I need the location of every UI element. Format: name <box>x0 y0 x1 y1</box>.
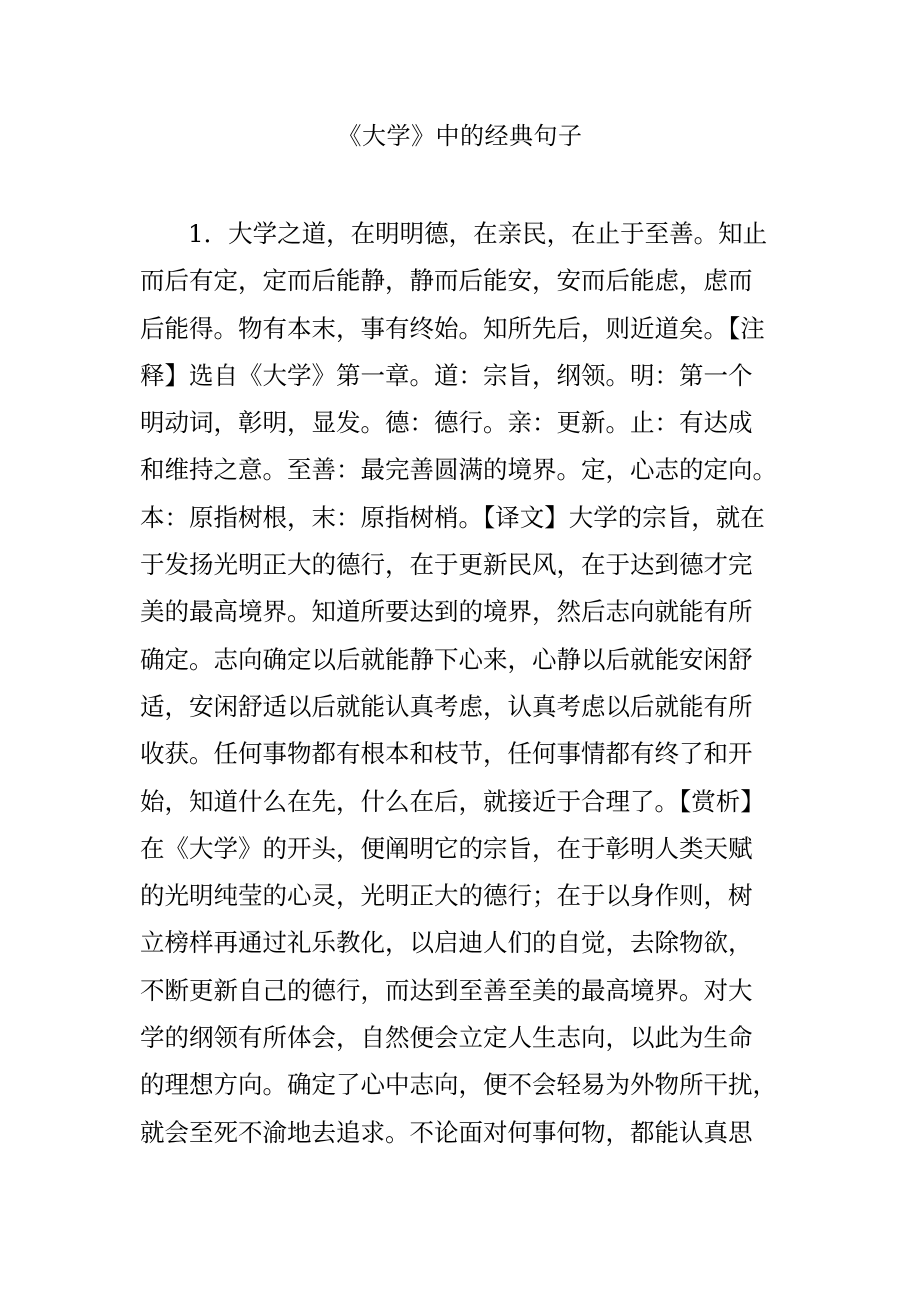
body-line: 后能得。物有本末，事有终始。知所先后，则近道矣。【注 <box>140 313 765 343</box>
body-line: 的光明纯莹的心灵，光明正大的德行；在于以身作则，树 <box>140 881 753 911</box>
body-line: 于发扬光明正大的德行，在于更新民风，在于达到德才完 <box>140 550 753 580</box>
body-line: 不断更新自己的德行，而达到至善至美的最高境界。对大 <box>140 975 753 1005</box>
body-line: 和维持之意。至善：最完善圆满的境界。定，心志的定向。 <box>140 455 777 485</box>
body-line: 而后有定，定而后能静，静而后能安，安而后能虑，虑而 <box>140 266 753 296</box>
body-line: 明动词，彰明，显发。德：德行。亲：更新。止：有达成 <box>140 408 753 438</box>
body-line: 的理想方向。确定了心中志向，便不会轻易为外物所干扰， <box>140 1070 777 1100</box>
body-line: 释】选自《大学》第一章。道：宗旨，纲领。明：第一个 <box>140 360 753 390</box>
body-line: 始，知道什么在先，什么在后，就接近于合理了。【赏析】 <box>140 786 765 816</box>
body-line: 就会至死不渝地去追求。不论面对何事何物，都能认真思 <box>140 1117 753 1147</box>
body-line: 确定。志向确定以后就能静下心来，心静以后就能安闲舒 <box>140 644 753 674</box>
body-line: 学的纲领有所体会，自然便会立定人生志向，以此为生命 <box>140 1023 753 1053</box>
document-title: 《大学》中的经典句子 <box>337 122 583 150</box>
body-line: 本：原指树根，末：原指树梢。【译文】大学的宗旨，就在 <box>140 502 765 532</box>
body-line: 立榜样再通过礼乐教化，以启迪人们的自觉，去除物欲， <box>140 928 753 958</box>
body-line: 1．大学之道，在明明德，在亲民，在止于至善。知止 <box>188 219 768 248</box>
document-body <box>140 210 780 1156</box>
body-line: 美的最高境界。知道所要达到的境界，然后志向就能有所 <box>140 597 753 627</box>
body-line: 在《大学》的开头，便阐明它的宗旨，在于彰明人类天赋 <box>140 833 753 863</box>
body-line: 适，安闲舒适以后就能认真考虑，认真考虑以后就能有所 <box>140 691 753 721</box>
body-line: 收获。任何事物都有根本和枝节，任何事情都有终了和开 <box>140 739 753 769</box>
